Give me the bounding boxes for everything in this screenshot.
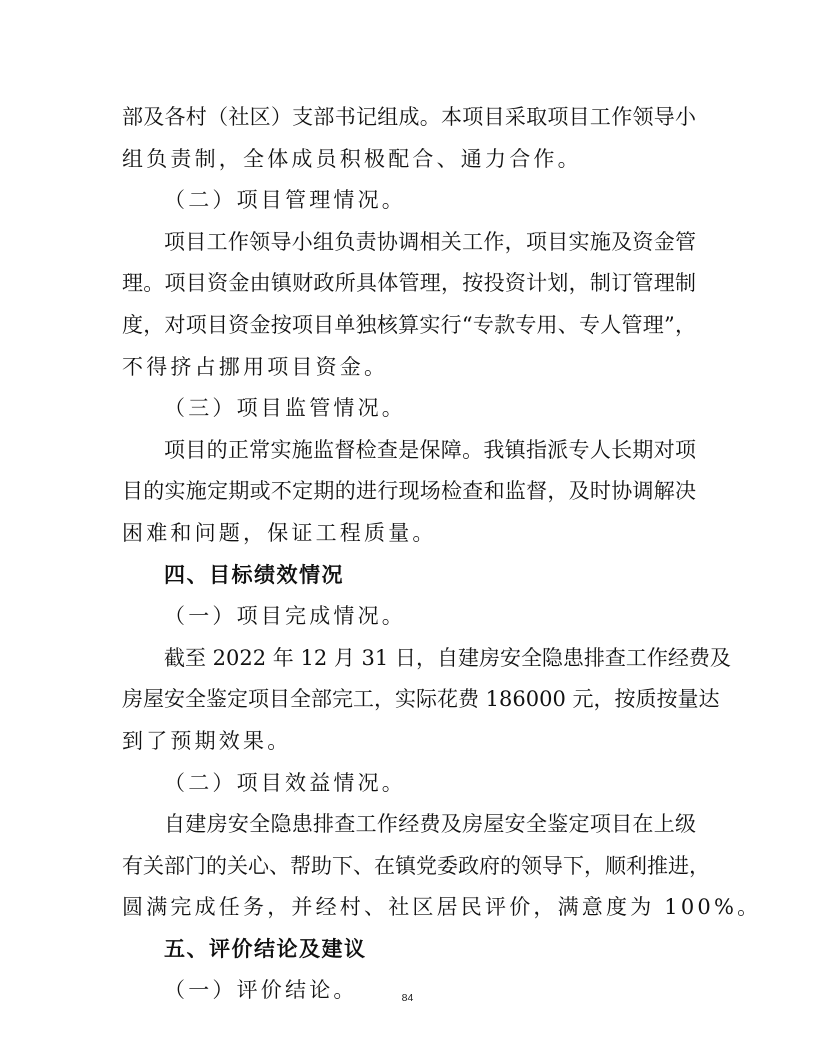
section-heading: 五、评价结论及建议 [164,936,367,961]
body-text-line: 有关部门的关心、帮助下、在镇党委政府的领导下，顺利推进， [122,853,710,878]
body-text-line: 截至 2022 年 12 月 31 日，自建房安全隐患排查工作经费及 [164,645,731,670]
body-text-line: 圆满完成任务，并经村、社区居民评价，满意度为 100%。 [122,895,762,920]
subsection-heading: （三）项目监管情况。 [164,396,406,421]
body-text-line: 房屋安全鉴定项目全部完工，实际花费 186000 元，按质按量达 [122,687,720,712]
body-text-line: 组负责制，全体成员积极配合、通力合作。 [122,146,582,171]
page-number: 84 [401,992,414,1004]
body-text-line: 部及各村（社区）支部书记组成。本项目采取项目工作领导小 [122,105,696,129]
subsection-heading: （一）项目完成情况。 [164,604,406,629]
document-body [122,97,762,1012]
subsection-heading: （二）项目管理情况。 [164,188,406,213]
body-text-line: 理。项目资金由镇财政所具体管理，按投资计划，制订管理制 [122,271,696,296]
body-text-line: 目的实施定期或不定期的进行现场检查和监督，及时协调解决 [122,479,696,504]
body-text-line: 到了预期效果。 [122,728,292,753]
section-heading: 四、目标绩效情况 [164,562,344,587]
subsection-heading: （一）评价结论。 [164,978,358,1003]
body-text-line: 度，对项目资金按项目单独核算实行“专款专用、专人管理”， [122,312,696,337]
subsection-heading: （二）项目效益情况。 [164,770,406,795]
body-text-line: 不得挤占挪用项目资金。 [122,354,389,379]
body-text-line: 自建房安全隐患排查工作经费及房屋安全鉴定项目在上级 [164,812,696,837]
body-text-line: 项目工作领导小组负责协调相关工作，项目实施及资金管 [164,229,696,254]
body-text-line: 项目的正常实施监督检查是保障。我镇指派专人长期对项 [164,437,696,462]
body-text-line: 困难和问题，保证工程质量。 [122,520,437,545]
